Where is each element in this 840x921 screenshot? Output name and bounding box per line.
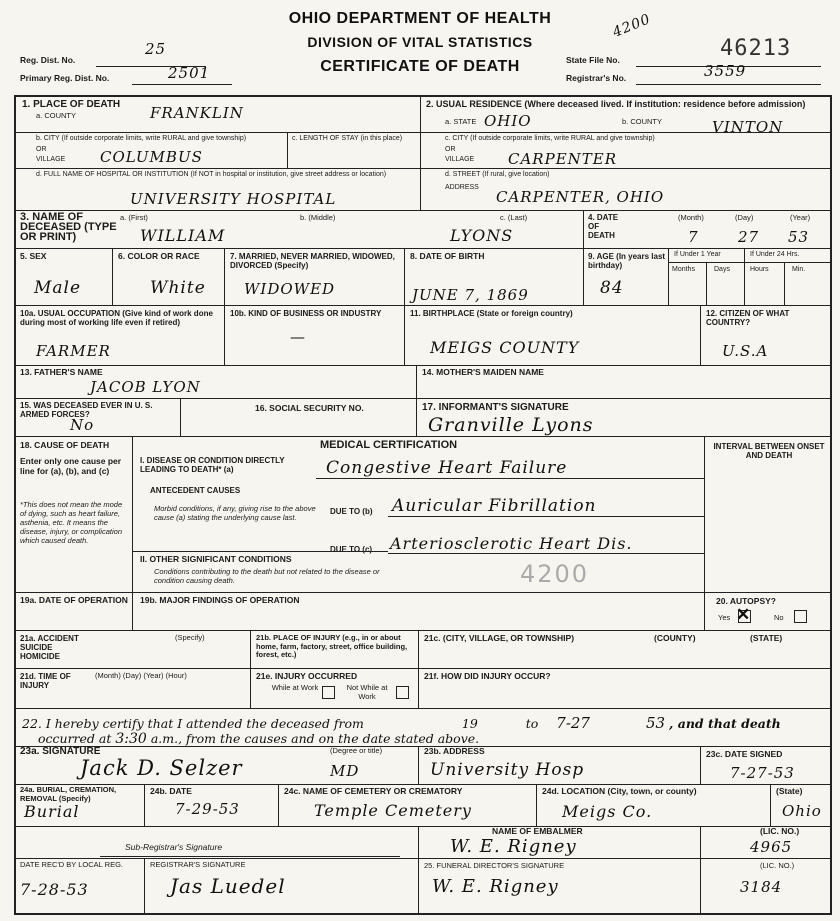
not-while-work-checkbox[interactable] <box>396 686 409 699</box>
informant-label: 17. INFORMANT'S SIGNATURE <box>422 402 569 413</box>
state-file-label: State File No. <box>566 55 620 65</box>
due-to-c-label: DUE TO (c) <box>330 545 373 554</box>
burial-date-label: 24b. DATE <box>150 786 192 796</box>
place-of-death-label: 1. PLACE OF DEATH <box>22 99 121 110</box>
signature-label: 23a. SIGNATURE <box>20 746 101 757</box>
occupation-value: FARMER <box>36 342 111 360</box>
certify-occurred-label: occurred at <box>38 731 112 746</box>
sex-label: 5. SEX <box>20 251 47 261</box>
registrar-signature: Jas Luedel <box>170 874 286 898</box>
operation-date-label: 19a. DATE OF OPERATION <box>20 595 128 605</box>
burial-date-value: 7-29-53 <box>175 800 240 818</box>
dod-day-label: (Day) <box>735 213 754 222</box>
res-state-label: a. STATE <box>445 117 477 126</box>
res-city-or: OR <box>445 146 456 153</box>
citizen-value: U.S.A <box>722 342 769 360</box>
burial-label: 24a. BURIAL, CREMATION, REMOVAL (Specify) <box>20 785 117 803</box>
certify-line2 <box>38 731 479 747</box>
certify-year: 53 <box>645 714 666 732</box>
pod-village-label: VILLAGE <box>36 156 66 163</box>
burial-state-value: Ohio <box>782 802 822 820</box>
file-stamp: 4200 <box>520 560 590 588</box>
birth-label: 8. DATE OF BIRTH <box>410 251 485 261</box>
name-last-label: c. (Last) <box>500 213 528 222</box>
accident-label: 21a. ACCIDENT SUICIDE HOMICIDE <box>20 634 79 661</box>
mother-label: 14. MOTHER'S MAIDEN NAME <box>422 367 544 377</box>
marital-label: 7. MARRIED, NEVER MARRIED, WIDOWED, DIVORCED (Specify) <box>230 252 395 270</box>
industry-value: — <box>290 328 306 346</box>
certificate-number: 46213 <box>720 36 792 61</box>
certify-text-a: 22. I hereby certify that I attended the deceased from <box>22 716 364 731</box>
operation-findings-label: 19b. MAJOR FINDINGS OF OPERATION <box>140 595 300 605</box>
age-under24-label: If Under 24 Hrs. <box>750 251 800 258</box>
res-county-label: b. COUNTY <box>622 117 663 126</box>
cause-b-value: Auricular Fibrillation <box>392 496 597 516</box>
age-under1-label: If Under 1 Year <box>674 251 721 258</box>
dod-month-label: (Month) <box>678 213 704 222</box>
funeral-director-signature: W. E. Rigney <box>432 876 559 897</box>
reg-dist-label: Reg. Dist. No. <box>20 55 76 65</box>
subregistrar-label: Sub-Registrar's Signature <box>125 842 223 852</box>
res-state-value: OHIO <box>484 112 532 130</box>
physician-degree: MD <box>330 762 360 780</box>
dod-year-label: (Year) <box>790 213 811 222</box>
age-min-label: Min. <box>792 266 806 273</box>
race-value: White <box>150 278 206 298</box>
citizen-label: 12. CITIZEN OF WHAT COUNTRY? <box>706 309 790 327</box>
while-work-label: While at Work <box>271 683 319 692</box>
pod-city-or: OR <box>36 146 47 153</box>
injury-time-label: 21d. TIME OF INJURY <box>20 672 71 690</box>
res-street-label: d. STREET (If rural, give location) <box>445 171 550 178</box>
armed-forces-value: No <box>70 416 95 434</box>
interval-label: INTERVAL BETWEEN ONSET AND DEATH <box>713 442 825 460</box>
age-months-label: Months <box>672 266 695 273</box>
registrar-sig-label: REGISTRAR'S SIGNATURE <box>150 860 246 869</box>
accident-specify-label: (Specify) <box>175 633 205 642</box>
name-last: LYONS <box>450 226 514 245</box>
date-signed-label: 23c. DATE SIGNED <box>706 749 783 759</box>
embalmer-signature: W. E. Rigney <box>450 836 577 857</box>
header-division: DIVISION OF VITAL STATISTICS <box>307 34 533 50</box>
marital-value: WIDOWED <box>244 280 336 298</box>
res-county-value: VINTON <box>712 118 784 136</box>
primary-reg-label: Primary Reg. Dist. No. <box>20 73 110 83</box>
res-street-value: CARPENTER, OHIO <box>496 188 665 206</box>
injury-state-label: (STATE) <box>750 633 783 643</box>
physician-address-label: 23b. ADDRESS <box>424 746 485 756</box>
race-label: 6. COLOR OR RACE <box>118 251 200 261</box>
injury-city-label: 21c. (CITY, VILLAGE, OR TOWNSHIP) <box>424 633 575 643</box>
cause-c-value: Arteriosclerotic Heart Dis. <box>390 534 633 553</box>
star-note: *This does not mean the mode of dying, such as heart failure, asthenia, etc. It means the disease, injury, or complication which caused death. <box>20 500 123 545</box>
date-of-death-label: 4. DATE OF DEATH <box>588 213 619 240</box>
pod-hospital-value: UNIVERSITY HOSPITAL <box>130 190 337 208</box>
res-city-label: c. CITY (If outside corporate limits, write RURAL and give township) <box>445 135 655 142</box>
birth-value: JUNE 7, 1869 <box>412 286 529 304</box>
res-city-value: CARPENTER <box>508 150 618 168</box>
injury-county-label: (COUNTY) <box>654 633 696 643</box>
date-rec-label: DATE REC'D BY LOCAL REG. <box>20 860 123 869</box>
name-first-label: a. (First) <box>120 213 148 222</box>
not-while-work-label: Not While at Work <box>346 683 388 701</box>
name-middle-label: b. (Middle) <box>300 213 336 222</box>
pod-city-label: b. CITY (If outside corporate limits, write RURAL and give township) <box>36 135 247 142</box>
degree-label: (Degree or title) <box>330 746 383 755</box>
burial-state-label: (State) <box>776 786 803 796</box>
registrar-no-label: Registrar's No. <box>566 73 627 83</box>
enter-note: Enter only one cause per line for (a), (b), and (c) <box>20 456 122 476</box>
pod-county-value: FRANKLIN <box>150 104 244 122</box>
birthplace-value: MEIGS COUNTY <box>430 338 580 357</box>
name-first: WILLIAM <box>140 226 226 245</box>
location-label: 24d. LOCATION (City, town, or county) <box>542 786 697 796</box>
res-village-label: VILLAGE <box>445 156 475 163</box>
funeral-director-label: 25. FUNERAL DIRECTOR'S SIGNATURE <box>424 861 565 870</box>
cause-of-death-label: 18. CAUSE OF DEATH <box>20 440 110 450</box>
autopsy-no-checkbox[interactable] <box>794 610 807 623</box>
cause-a-value: Congestive Heart Failure <box>326 458 568 478</box>
funeral-lic-value: 3184 <box>740 878 783 896</box>
occupation-label: 10a. USUAL OCCUPATION (Give kind of work done during most of working life even if retired) <box>20 309 213 327</box>
burial-value: Burial <box>24 802 80 821</box>
age-days-label: Days <box>714 266 730 273</box>
due-to-b-label: DUE TO (b) <box>330 507 373 516</box>
residence-label: 2. USUAL RESIDENCE (Where deceased lived. If institution: residence before admission) <box>426 99 806 109</box>
autopsy-label: 20. AUTOPSY? <box>716 596 776 606</box>
pod-city-value: COLUMBUS <box>100 148 203 166</box>
sex-value: Male <box>34 278 82 298</box>
date-signed-value: 7-27-53 <box>730 764 795 782</box>
certify-line1 <box>22 714 781 732</box>
pod-stay-label: c. LENGTH OF STAY (in this place) <box>292 135 403 142</box>
res-address-label: ADDRESS <box>445 184 479 191</box>
informant-signature: Granville Lyons <box>428 414 594 436</box>
father-value: JACOB LYON <box>90 378 201 396</box>
other-conditions-note: Conditions contributing to the death but not related to the disease or condition causing death. <box>154 567 380 585</box>
dod-day: 27 <box>738 228 760 246</box>
birthplace-label: 11. BIRTHPLACE (State or foreign country) <box>410 309 573 318</box>
state-file-hand: 4200 <box>610 11 654 41</box>
armed-forces-label: 15. WAS DECEASED EVER IN U. S. ARMED FORCES? <box>20 401 153 419</box>
medical-cert-label: MEDICAL CERTIFICATION <box>320 439 458 451</box>
morbid-note: Morbid conditions, if any, giving rise to the above cause (a) stating the underlying cause last. <box>154 504 316 522</box>
injury-place-label: 21b. PLACE OF INJURY (e.g., in or about home, farm, factory, street, office building, forest, etc.) <box>256 633 408 659</box>
certify-time: 3:30 <box>115 731 147 747</box>
injury-occurred-label: 21e. INJURY OCCURRED <box>256 671 358 681</box>
disease-label: I. DISEASE OR CONDITION DIRECTLY LEADING TO DEATH* (a) <box>140 456 285 474</box>
header-department: OHIO DEPARTMENT OF HEALTH <box>288 10 552 27</box>
certify-text-b: 19 <box>461 716 478 731</box>
physician-signature: Jack D. Selzer <box>80 756 243 780</box>
funeral-lic-label: (LIC. NO.) <box>760 861 795 870</box>
autopsy-yes-label: Yes <box>718 613 731 622</box>
name-label: 3. NAME OF DECEASED (TYPE OR PRINT) <box>20 211 117 243</box>
pod-county-label: a. COUNTY <box>36 111 77 120</box>
reg-dist-value: 25 <box>145 40 167 58</box>
physician-address: University Hosp <box>430 760 585 780</box>
other-conditions-label: II. OTHER SIGNIFICANT CONDITIONS <box>140 554 292 564</box>
primary-reg-value: 2501 <box>168 64 211 82</box>
age-label: 9. AGE (In years last birthday) <box>588 252 666 270</box>
dod-month: 7 <box>688 228 699 246</box>
embalmer-lic-value: 4965 <box>750 838 793 856</box>
date-rec-value: 7-28-53 <box>20 880 89 899</box>
cemetery-value: Temple Cemetery <box>314 801 472 820</box>
antecedent-label: ANTECEDENT CAUSES <box>150 486 241 495</box>
certify-time-suffix: a.m., from the causes and on the date stated above. <box>150 731 480 746</box>
injury-time-cols: (Month) (Day) (Year) (Hour) <box>95 671 187 680</box>
dod-year: 53 <box>788 228 810 246</box>
ssn-label: 16. SOCIAL SECURITY NO. <box>255 403 364 413</box>
embalmer-lic-label: (LIC. NO.) <box>760 826 800 836</box>
while-work-checkbox[interactable] <box>322 686 335 699</box>
age-value: 84 <box>600 278 624 298</box>
location-value: Meigs Co. <box>562 802 653 821</box>
header-title: CERTIFICATE OF DEATH <box>320 58 520 75</box>
certify-to-date: 7-27 <box>556 714 590 732</box>
autopsy-no-mark: ✕ <box>736 605 751 624</box>
industry-label: 10b. KIND OF BUSINESS OR INDUSTRY <box>230 309 382 318</box>
embalmer-label: NAME OF EMBALMER <box>492 826 583 836</box>
registrar-no-value: 3559 <box>704 62 747 80</box>
age-hours-label: Hours <box>750 266 769 273</box>
cemetery-label: 24c. NAME OF CEMETERY OR CREMATORY <box>284 786 463 796</box>
father-label: 13. FATHER'S NAME <box>20 367 103 377</box>
injury-how-label: 21f. HOW DID INJURY OCCUR? <box>424 671 551 681</box>
certify-text-d: , and that death <box>669 716 781 731</box>
certify-text-c: to <box>525 716 539 731</box>
autopsy-no-label: No <box>774 613 784 622</box>
pod-hospital-label: d. FULL NAME OF HOSPITAL OR INSTITUTION (If NOT in hospital or institution, give street address or location) <box>36 171 387 178</box>
